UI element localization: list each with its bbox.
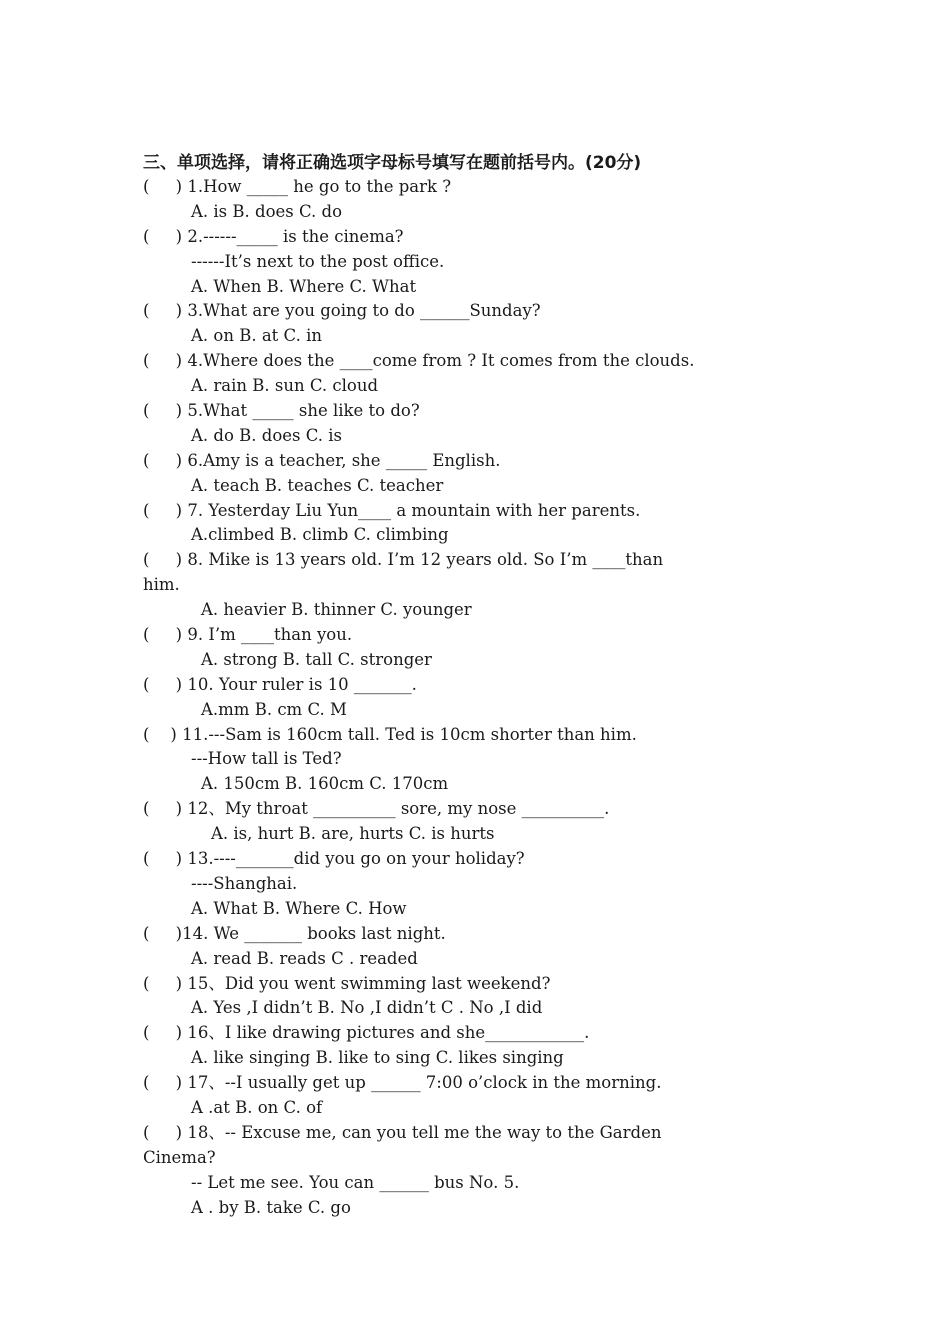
question-line: ( ) 18、-- Excuse me, can you tell me the way to the Garden [143,1122,662,1142]
option-line: A. heavier B. thinner C. younger [201,600,472,620]
question-line: ( ) 10. Your ruler is 10 _______. [143,674,417,694]
question-list [143,175,823,1220]
option-line: A. read B. reads C . readed [191,948,418,968]
option-line: A . by B. take C. go [191,1197,351,1217]
option-line: A. is B. does C. do [191,201,343,221]
option-line: A. do B. does C. is [191,425,343,445]
question-line: ( ) 9. I’m ____than you. [143,625,353,645]
option-line: ------It’s next to the post office. [191,251,445,271]
question-line: ( ) 12、My throat __________ sore, my nose __________. [143,799,610,819]
option-line: A. rain B. sun C. cloud [191,376,379,396]
option-line: A. Yes ,I didn’t B. No ,I didn’t C . No ,I did [191,998,543,1018]
option-line: ---How tall is Ted? [191,749,342,769]
option-line: A.mm B. cm C. M [201,699,347,719]
question-line: ( ) 7. Yesterday Liu Yun____ a mountain with her parents. [143,500,641,520]
option-line: A. like singing B. like to sing C. likes singing [191,1048,564,1068]
option-line: A.climbed B. climb C. climbing [191,525,449,545]
option-line: A. 150cm B. 160cm C. 170cm [201,774,449,794]
question-line: ( ) 4.Where does the ____come from ? It comes from the clouds. [143,351,695,371]
option-line: A. on B. at C. in [191,326,322,346]
option-line: A. teach B. teaches C. teacher [191,475,444,495]
option-line: A. strong B. tall C. stronger [201,649,432,669]
question-line: ( ) 5.What _____ she like to do? [143,401,420,421]
option-line: -- Let me see. You can ______ bus No. 5. [191,1172,520,1192]
section-title: 三、单项选择，请将正确选项字母标号填写在题前括号内。(20分) [143,153,642,173]
question-line: ( ) 15、Did you went swimming last weekend? [143,973,551,993]
option-line: A. When B. Where C. What [191,276,417,296]
question-line: Cinema? [143,1147,216,1167]
question-line: ( ) 6.Amy is a teacher, she _____ English. [143,450,501,470]
question-line: ( ) 13.----_______did you go on your holiday? [143,849,525,869]
option-line: ----Shanghai. [191,873,298,893]
question-line: ( ) 2.------_____ is the cinema? [143,226,404,246]
option-line: A .at B. on C. of [191,1097,323,1117]
question-line: ( ) 11.---Sam is 160cm tall. Ted is 10cm shorter than him. [143,724,637,744]
question-line: ( )14. We _______ books last night. [143,923,446,943]
question-line: ( ) 17、--I usually get up ______ 7:00 o’clock in the morning. [143,1073,662,1093]
question-line: ( ) 3.What are you going to do ______Sunday? [143,301,541,321]
option-line: A. What B. Where C. How [191,898,407,918]
question-line: him. [143,575,180,595]
question-line: ( ) 8. Mike is 13 years old. I’m 12 years old. So I’m ____than [143,550,664,570]
question-line: ( ) 16、I like drawing pictures and she____________. [143,1023,590,1043]
option-line: A. is, hurt B. are, hurts C. is hurts [211,824,495,844]
question-line: ( ) 1.How _____ he go to the park ? [143,177,452,196]
worksheet-page [143,150,823,1220]
